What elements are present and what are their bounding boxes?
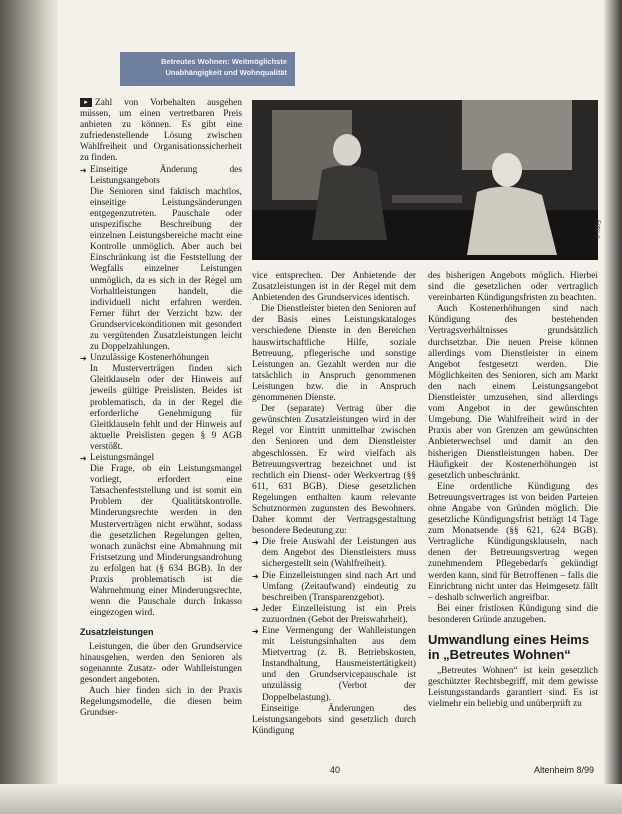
list-item: ➜ Leistungsmängel Die Frage, ob ein Leistungsmangel vorliegt, erfordert eine Tatsachenfeststellung und ist somit ein Problem der Qualitätskontrolle. Minderungsrechte werden in den Musterverträgen nicht erwähnt, sodass die gesetzlichen Regelungen gelten, wonach zunächst eine Abmahnung mit Fristsetzung und Minderungsandrohung zu erfolgen hat (§ 634 BGB). In der Praxis problematisch ist die Wahrnehmung einer Minderungsrechte, wenn die Pauschale durch Inkasso eingezogen wird. [80, 453, 242, 619]
page-edge-left [0, 0, 58, 814]
arrow-bullet-icon: ➜ [252, 538, 259, 548]
arrow-bullet-icon: ➜ [80, 454, 87, 463]
arrow-bullet-icon: ➜ [252, 604, 259, 614]
photo-illustration [252, 100, 598, 260]
text-column-1 [80, 98, 242, 719]
list-item: ➜ Einseitige Änderung des Leistungsangebots Die Senioren sind faktisch machtlos, einseitige Leistungsänderungen entgegenzutreten. Pauschale oder unspezifische Beschreibung der einzelnen Leistungsbereiche macht eine Kontrolle unmöglich. Aber auch bei Einschränkung ist die Feststellung der Wegfalls einzelner Leistungen unmöglich, da es sich in der Regel um Vorhaltleistungen handelt, die individuell nicht erfahren werden. Ferner führt der Verzicht bzw. der Grundservicekonditionen mit gesondert zu vergütenden Zusatzleistungen leicht zu Doppelzahlungen. [80, 164, 242, 353]
paragraph: Bei einer fristlosen Kündigung sind die besonderen Gründe anzugeben. [428, 603, 598, 625]
list-item: ➜ Jeder Einzelleistung ist ein Preis zuzuordnen (Gebot der Preiswahrheit). [252, 603, 416, 625]
paragraph: „Betreutes Wohnen“ ist kein gesetzlich geschützter Rechtsbegriff, mit dem gewisse Leistungsstandards garantiert sind. Es ist vielmehr ein beliebig und unüberprüft zu [428, 666, 598, 710]
arrow-bullet-icon: ➜ [80, 165, 87, 175]
text-column-2 [252, 271, 416, 737]
bullet-box-icon: ▸ [80, 98, 92, 107]
paragraph: Auch hier finden sich in der Praxis Regelungsmodelle, die diesen beim Grundser- [80, 685, 242, 719]
photo-elderly-couple [252, 100, 598, 260]
photo-caption [120, 52, 295, 86]
list-item: ➜ Eine Vermengung der Wahlleistungen mit Leistungsinhalten aus dem Mietvertrag (z. B. Betriebskosten, Instandhaltung, Hausmeistertätigkeit) und den Grundservicepauschale ist unzulässig (Verbot der Doppelbelastung). [252, 626, 416, 703]
paragraph: des bisherigen Angebots möglich. Hierbei sind die gesetzlichen oder vertraglich vereinbarten Kündigungsfristen zu beachten. [428, 271, 598, 304]
magazine-issue: Altenheim 8/99 [534, 765, 595, 775]
list-item: ➜ Die freie Auswahl der Leistungen aus dem Angebot des Dienstleisters muss sichergestellt sein (Wahlfreiheit). [252, 537, 416, 570]
section-heading: Umwandlung eines Heims in „Betreutes Wohnen“ [428, 632, 590, 662]
caption-line-2: Unabhängigkeit und Wohnqualität [165, 68, 287, 77]
page-edge-right [604, 0, 622, 814]
paragraph: Einseitige Änderungen des Leistungsangebots sind gesetzlich durch Kündigung [252, 703, 416, 736]
arrow-bullet-icon: ➜ [252, 571, 259, 581]
paragraph: Die Dienstleister bieten den Senioren auf der Basis eines Leistungskataloges verschiedene Dienste in den Bereichen hauswirtschaftliche Hilfe, soziale Betreuung, pflegerische und sonstige Leistungen an. Gezahlt werden nur die tatsächlich in Anspruch genommenen Leistungen bzw. die in Anspruch genommenen Dienste. [252, 304, 416, 404]
paragraph: Der (separate) Vertrag über die gewünschten Zusatzleistungen wird in der Regel vor Eintritt unmittelbar zwischen den Senioren und dem Dienstleister abgeschlossen. Er wird vielfach als Betreuungsvertrag bezeichnet und ist rechtlich ein Dienst- oder Werkvertrag (§§ 611, 631 BGB). Diese gesetzlichen Regelungen enthalten kaum relevante Schutznormen zugunsten des Bewohners. Daher kommt der Vertragsgestaltung besondere Bedeutung zu: [252, 404, 416, 537]
list-item: ➜ Unzulässige Kostenerhöhungen In Musterverträgen finden sich Gleitklauseln oder der Hinweis auf jeweils gültige Preislisten. Beides ist problematisch, da in der Regel die erforderliche Genehmigung für Gleitklauseln fehlt und der Hinweis auf aktuelle Preislisten gegen § 9 AGB verstößt. [80, 353, 242, 452]
paragraph: Auch Kostenerhöhungen sind nach Kündigung des bestehenden Vertragsverhältnisses grundsätzlich durchsetzbar. Die neuen Preise können allerdings vom Dienstleister in einem Angebot festgesetzt werden. Die Möglichkeiten des Senioren, sich am Markt den nach einem Leistungsangebot Dienstleister umzusehen, sind allerdings vom Angebot in der gewünschten Umgebung. Die Wahlfreiheit wird in der Praxis aber von Grenzen am gewünschten Anbieterwechsel und damit an den bisherigen Dienstleistungen haben. Der Häufigkeit der Kostenerhöhungen ist gesetzlich unbeschränkt. [428, 304, 598, 481]
text-column-3 [428, 271, 598, 710]
photo-credit: Foto: p [594, 220, 600, 239]
list-item: ➜ Die Einzelleistungen sind nach Art und Umfang (Zeitaufwand) eindeutig zu beschreiben (Transparenzgebot). [252, 570, 416, 603]
page-number: 40 [330, 765, 341, 775]
subheading: Zusatzleistungen [80, 627, 154, 638]
paragraph: vice entsprechen. Der Anbietende der Zusatzleistungen ist in der Regel mit dem Anbietenden des Grundservices identisch. [252, 271, 416, 304]
page-edge-bottom [0, 784, 622, 814]
paragraph: ▸ Zahl von Vorbehalten ausgehen müssen, um einen vertretbaren Preis anbieten zu können. Es gibt eine zufriedenstellende Lösung zwischen Wahlfreiheit und Organisationssicherheit zu finden. [80, 98, 242, 164]
paragraph: Leistungen, die über den Grundservice hinausgehen, werden den Senioren als sogenannte Zusatz- oder Wahlleistungen gesondert angeboten. [80, 641, 242, 685]
arrow-bullet-icon: ➜ [80, 354, 87, 364]
caption-line-1: Betreutes Wohnen: Weitmöglichste [161, 57, 287, 66]
paragraph: Eine ordentliche Kündigung des Betreuungsvertrages ist von beiden Parteien ohne Angabe von Gründen möglich. Die gesetzliche Kündigungsfrist beträgt 14 Tage zum Monatsende (§§ 621, 624 BGB). Vertragliche Kündigungsklauseln, nach denen der Betreuungsvertrag wegen zunehmendem Pflegebedarfs gekündigt werden kann, sind für Betroffenen – falls die Einrichtung nicht unter das Heimgesetz fällt – deshalb schwerlich angreifbar. [428, 481, 598, 603]
arrow-bullet-icon: ➜ [252, 627, 259, 636]
